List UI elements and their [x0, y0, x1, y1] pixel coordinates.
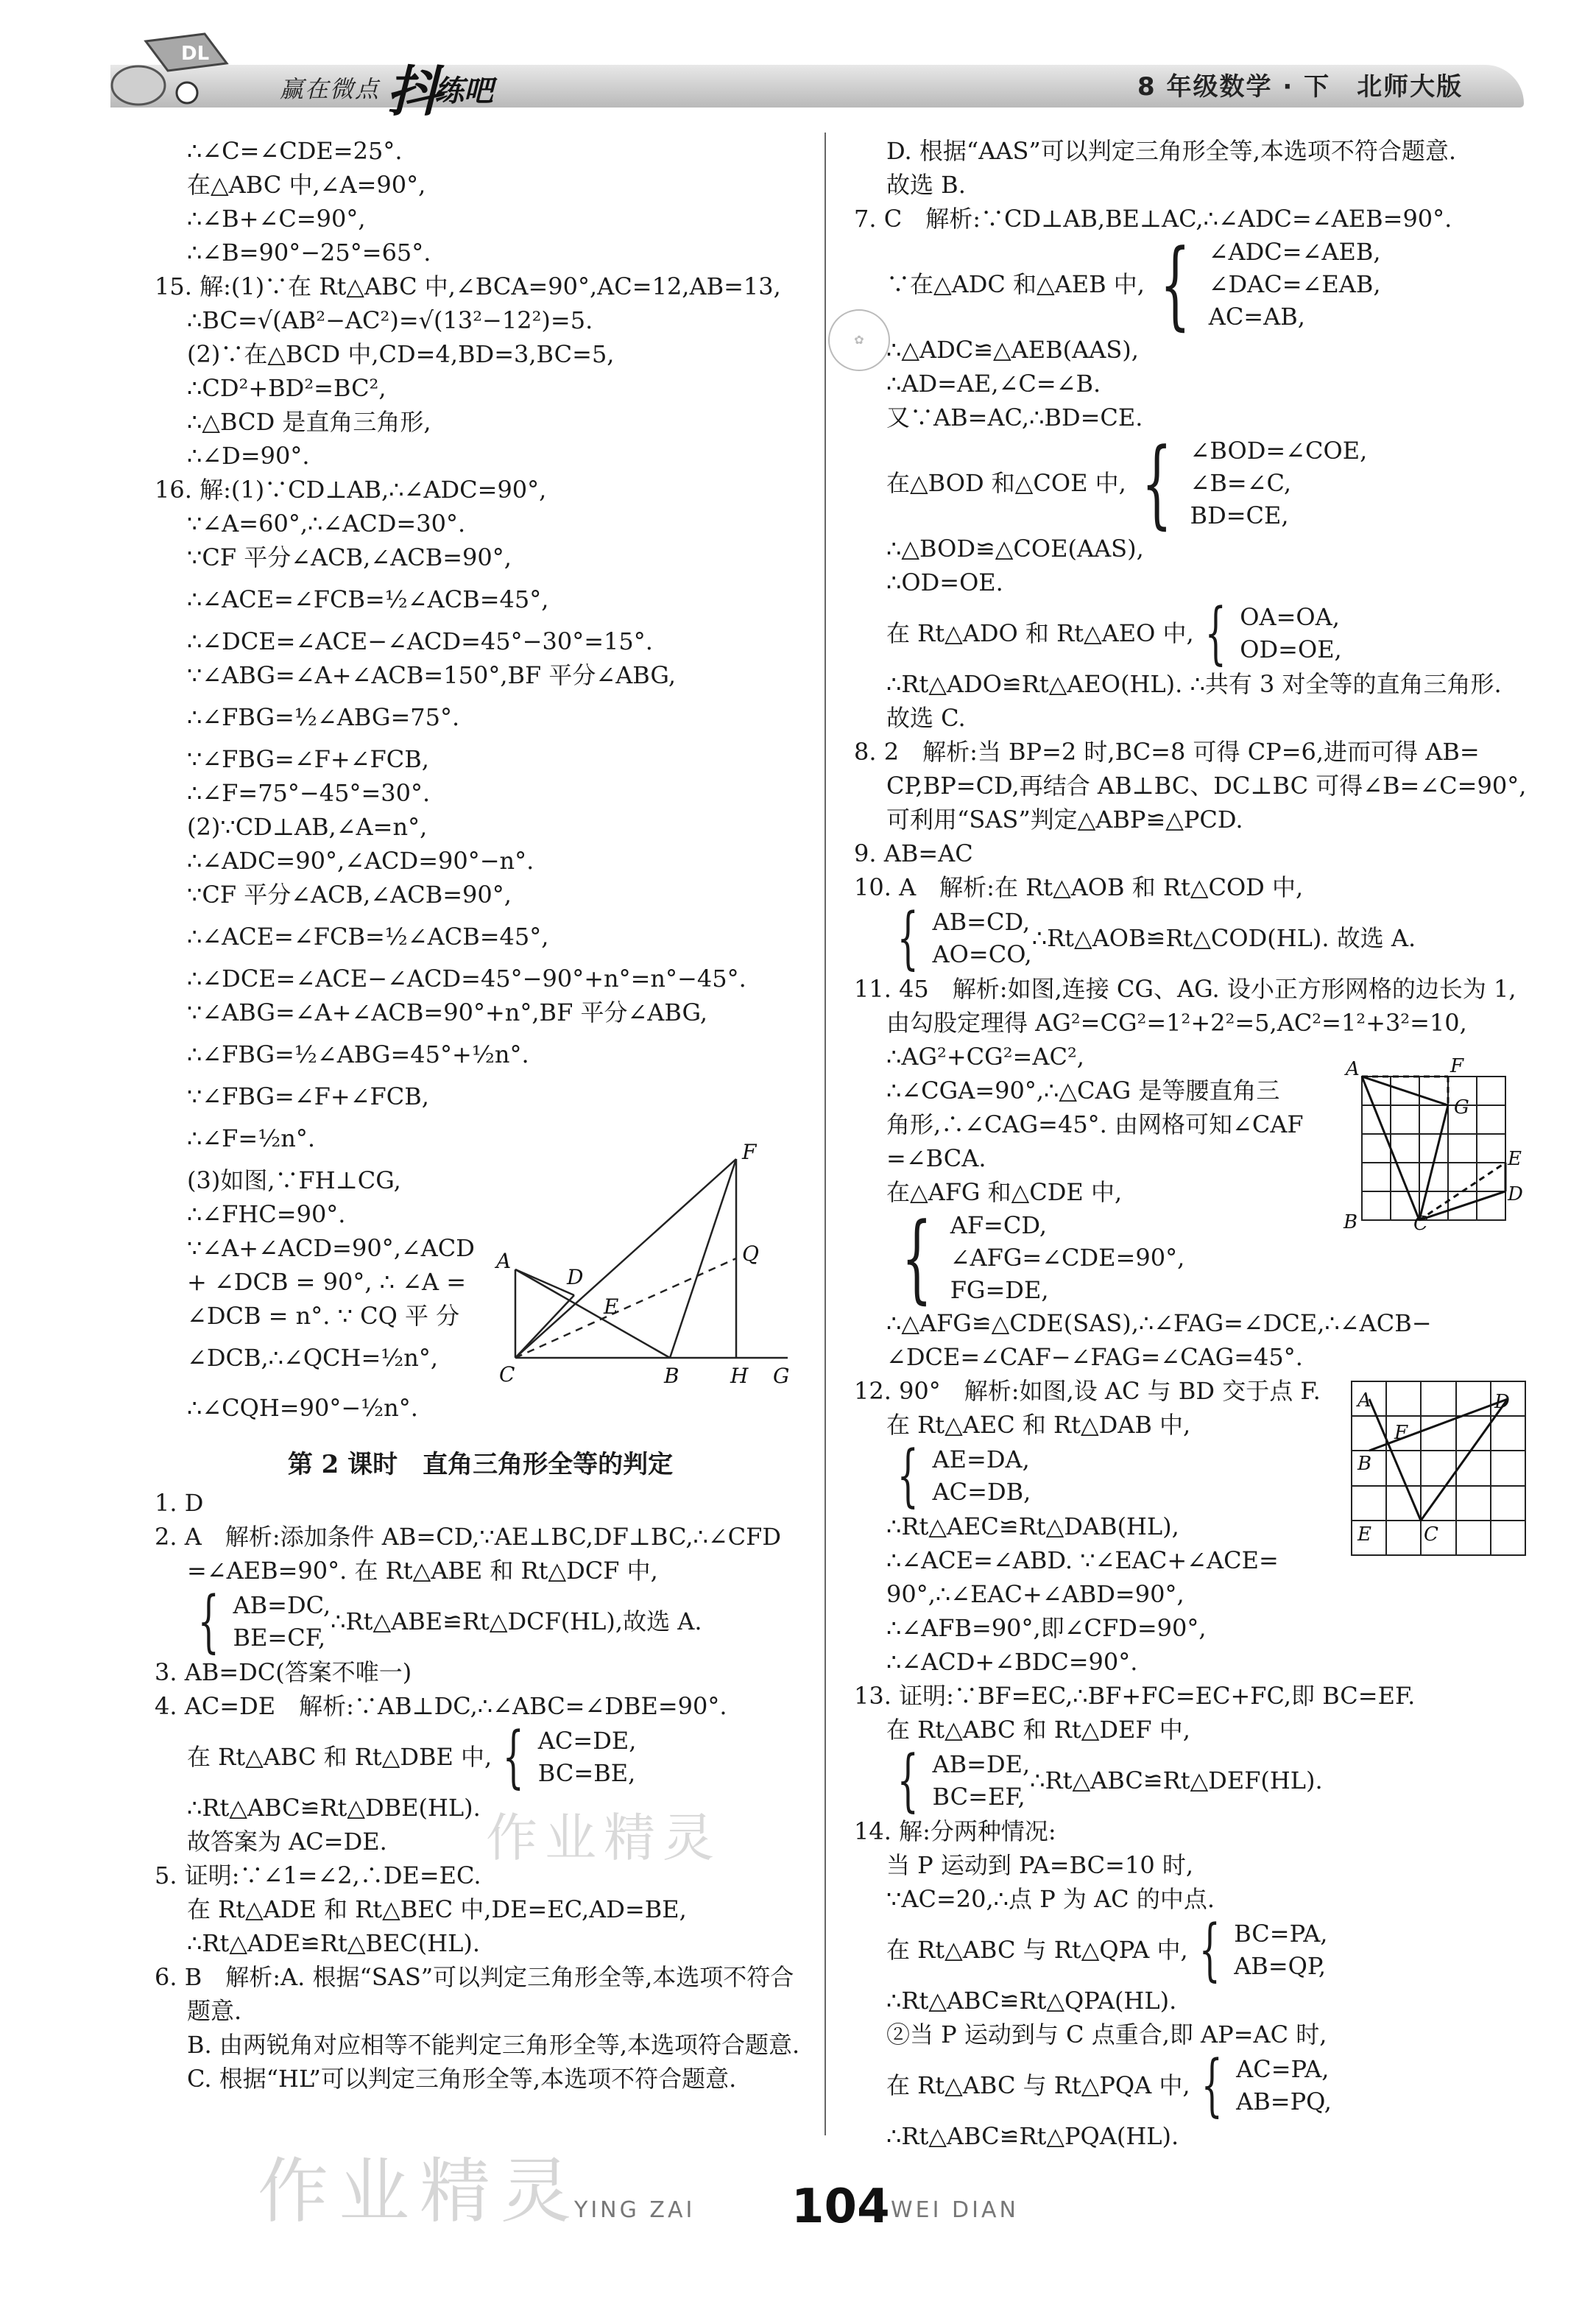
- text-line: BC=PA,: [1234, 1920, 1328, 1948]
- header-slogan: 赢在微点: [280, 75, 381, 103]
- figure-q16: [493, 1137, 802, 1395]
- text-line: ∴Rt△AEC≌Rt△DAB(HL),: [886, 1512, 1179, 1540]
- text-line: BD=CE,: [1190, 501, 1289, 529]
- text-line: ∴BC=√(AB²−AC²)=√(13²−12²)=5.: [187, 306, 593, 334]
- text-line: 故答案为 AC=DE.: [187, 1828, 387, 1856]
- text-line: ∠BOD=∠COE,: [1190, 437, 1368, 465]
- text-line: 13. 证明:∵BF=EC,∴BF+FC=EC+FC,即 BC=EF.: [854, 1682, 1416, 1710]
- text-line: 16. 解:(1)∵CD⊥AB,∴∠ADC=90°,: [155, 476, 547, 504]
- logo-text: DL: [181, 43, 210, 65]
- text-line: ∴AD=AE,∠C=∠B.: [886, 370, 1101, 398]
- brace-icon: {: [1204, 593, 1226, 672]
- fig16-label-D: D: [567, 1265, 584, 1289]
- fig16-label-G: G: [773, 1364, 790, 1388]
- text-line: 题意.: [187, 1997, 242, 2025]
- text-line: ∴∠F=75°−45°=30°.: [187, 779, 431, 807]
- text-line: ∴CD²+BD²=BC²,: [187, 374, 386, 402]
- text-line: ∠DCB = n°. ∵ CQ 平 分: [187, 1302, 460, 1330]
- brace-icon: {: [897, 898, 919, 977]
- fig11-label-C: C: [1413, 1213, 1428, 1235]
- footer-left-text: YING ZAI: [574, 2197, 696, 2223]
- q11-block: [854, 1040, 1531, 1314]
- text-line: AB=CD,: [932, 908, 1031, 936]
- text-line: ∠DCB,∴∠QCH=½n°,: [187, 1344, 439, 1372]
- fig16-label-Q: Q: [742, 1241, 759, 1266]
- stamp-icon: ✿: [828, 309, 890, 371]
- text-line: ∠DAC=∠EAB,: [1208, 270, 1381, 298]
- text-line: ∵在△ADC 和△AEB 中,: [886, 270, 1145, 298]
- text-line: 故选 B.: [886, 171, 966, 199]
- fig11-label-D: D: [1508, 1183, 1523, 1205]
- q12-block: [854, 1374, 1531, 1679]
- brace-icon: {: [897, 1436, 919, 1515]
- text-line: ∴∠C=∠CDE=25°.: [187, 137, 403, 165]
- fig11-label-G: G: [1454, 1096, 1469, 1118]
- text-line: ∴∠D=90°.: [187, 442, 310, 470]
- text-line: AB=DE,: [932, 1750, 1031, 1778]
- text-line: ∠AFG=∠CDE=90°,: [950, 1244, 1185, 1272]
- fig12-label-D: D: [1494, 1391, 1510, 1413]
- text-line: D. 根据“AAS”可以判定三角形全等,本选项不符合题意.: [886, 137, 1457, 165]
- text-line: 10. A 解析:在 Rt△AOB 和 Rt△COD 中,: [854, 873, 1304, 901]
- fig12-label-F: F: [1394, 1422, 1408, 1444]
- text-line: ∴△BOD≌△COE(AAS),: [886, 535, 1144, 563]
- text-line: 由勾股定理得 AG²=CG²=1²+2²=5,AC²=1²+3²=10,: [886, 1009, 1467, 1037]
- brace-icon: {: [901, 1202, 933, 1314]
- text-line: AE=DA,: [932, 1445, 1030, 1473]
- page-footer: [0, 2180, 1596, 2238]
- text-line: 在 Rt△ABC 与 Rt△PQA 中,: [886, 2071, 1190, 2099]
- text-line: ∵AC=20,∴点 P 为 AC 的中点.: [886, 1885, 1215, 1913]
- text-line: ∴∠B+∠C=90°,: [187, 205, 366, 233]
- brace-icon: {: [1141, 427, 1172, 539]
- text-line: ∴∠FBG=½∠ABG=45°+½n°.: [187, 1040, 529, 1068]
- text-line: 在 Rt△AEC 和 Rt△DAB 中,: [886, 1411, 1191, 1439]
- text-line: 9. AB=AC: [854, 839, 973, 867]
- text-line: ∵∠ABG=∠A+∠ACB=90°+n°,BF 平分∠ABG,: [187, 998, 708, 1026]
- text-line: ∴∠FBG=½∠ABG=75°.: [187, 703, 460, 731]
- figure-q12: [1347, 1377, 1531, 1561]
- text-line: (3)如图,∵FH⊥CG,: [187, 1166, 401, 1194]
- text-line: ∴△ADC≌△AEB(AAS),: [886, 336, 1139, 364]
- text-line: ∴Rt△AOB≌Rt△COD(HL). 故选 A.: [1031, 924, 1416, 952]
- text-line: FG=DE,: [950, 1276, 1049, 1304]
- text-line: AB=QP,: [1234, 1952, 1327, 1980]
- brace-system: [854, 2046, 1531, 2124]
- brace-icon: {: [197, 1582, 219, 1660]
- text-line: ∵∠ABG=∠A+∠ACB=150°,BF 平分∠ABG,: [187, 661, 677, 689]
- fig11-label-F: F: [1450, 1055, 1464, 1077]
- text-line: 14. 解:分两种情况:: [854, 1817, 1056, 1845]
- text-line: ∴Rt△ADO≌Rt△AEO(HL). ∴共有 3 对全等的直角三角形.: [886, 670, 1502, 698]
- text-line: 在△ABC 中,∠A=90°,: [187, 171, 426, 199]
- page-number: 104: [791, 2180, 890, 2234]
- text-line: 又∵AB=AC,∴BD=CE.: [886, 404, 1143, 431]
- text-line: AC=DE,: [537, 1727, 637, 1755]
- text-line: AB=DC,: [233, 1591, 331, 1619]
- text-line: 3. AB=DC(答案不唯一): [155, 1658, 412, 1686]
- text-line: AB=PQ,: [1236, 2088, 1332, 2115]
- fig11-label-E: E: [1508, 1148, 1522, 1170]
- text-line: B. 由两锐角对应相等不能判定三角形全等,本选项符合题意.: [187, 2031, 800, 2059]
- text-line: ∵∠A=60°,∴∠ACD=30°.: [187, 510, 466, 538]
- brace-icon: {: [1198, 1910, 1221, 1989]
- text-line: AF=CD,: [950, 1211, 1048, 1239]
- text-line: CP,BP=CD,再结合 AB⊥BC、DC⊥BC 可得∠B=∠C=90°,: [886, 772, 1527, 800]
- text-line: 5. 证明:∵∠1=∠2,∴DE=EC.: [155, 1861, 481, 1889]
- fig16-label-H: H: [730, 1364, 749, 1388]
- text-line: ∴∠FHC=90°.: [187, 1200, 346, 1228]
- text-line: ∴∠CGA=90°,∴△CAG 是等腰直角三: [886, 1077, 1280, 1105]
- text-line: BE=CF,: [233, 1624, 326, 1652]
- text-line: ∴∠ACD+∠BDC=90°.: [886, 1648, 1138, 1676]
- brace-system: [854, 228, 1531, 340]
- text-line: 在 Rt△ADO 和 Rt△AEO 中,: [886, 619, 1194, 647]
- fig12-label-C: C: [1424, 1523, 1438, 1546]
- text-line: 11. 45 解析:如图,连接 CG、AG. 设小正方形网格的边长为 1,: [854, 975, 1516, 1003]
- brace-system: [854, 593, 1531, 672]
- text-line: ∴Rt△ABC≌Rt△DBE(HL).: [187, 1794, 481, 1822]
- text-line: ∴Rt△ABC≌Rt△DEF(HL).: [1030, 1766, 1323, 1794]
- right-column: [854, 134, 1531, 2153]
- brace-system: [854, 898, 1531, 977]
- figure-q11: [1340, 1054, 1523, 1235]
- fig12-label-E: E: [1357, 1523, 1371, 1546]
- text-line: 2. A 解析:添加条件 AB=CD,∵AE⊥BC,DF⊥BC,∴∠CFD: [155, 1523, 782, 1551]
- text-line: ∴∠ACE=∠FCB=½∠ACB=45°,: [187, 585, 549, 613]
- text-line: (2)∵在△BCD 中,CD=4,BD=3,BC=5,: [187, 340, 615, 368]
- header-brand: 抖: [386, 60, 441, 124]
- text-line: ∵∠FBG=∠F+∠FCB,: [187, 745, 429, 773]
- text-line: ∴OD=OE.: [886, 568, 1003, 596]
- text-line: 故选 C.: [886, 704, 966, 732]
- header-book-info: 8 年级数学 · 下 北师大版: [1137, 72, 1463, 102]
- watermark: 作业精灵: [486, 1808, 721, 1868]
- text-line: (2)∵CD⊥AB,∠A=n°,: [187, 813, 428, 841]
- brace-icon: {: [897, 1741, 919, 1819]
- text-line: 90°,∴∠EAC+∠ABD=90°,: [886, 1580, 1184, 1608]
- text-line: ∵CF 平分∠ACB,∠ACB=90°,: [187, 881, 512, 909]
- text-line: 当 P 运动到 PA=BC=10 时,: [886, 1851, 1194, 1879]
- text-line: ∠ADC=∠AEB,: [1208, 238, 1381, 266]
- text-line: ∠B=∠C,: [1190, 469, 1292, 497]
- fig12-label-A: A: [1357, 1389, 1371, 1412]
- text-line: 6. B 解析:A. 根据“SAS”可以判定三角形全等,本选项不符合: [155, 1963, 794, 1991]
- text-line: ∴△BCD 是直角三角形,: [187, 408, 431, 436]
- text-line: 15. 解:(1)∵在 Rt△ABC 中,∠BCA=90°,AC=12,AB=13,: [155, 272, 781, 300]
- brand-logo-icon: [94, 27, 241, 115]
- text-line: ②当 P 运动到与 C 点重合,即 AP=AC 时,: [886, 2021, 1327, 2048]
- fig16-label-C: C: [499, 1362, 515, 1387]
- text-line: ∴Rt△ABC≌Rt△QPA(HL).: [886, 1987, 1177, 2015]
- text-line: ∴△AFG≌△CDE(SAS),∴∠FAG=∠DCE,∴∠ACB−: [886, 1309, 1432, 1337]
- text-line: ∵∠FBG=∠F+∠FCB,: [187, 1082, 429, 1110]
- q16-part3-block: [155, 1140, 806, 1443]
- text-line: + ∠DCB = 90°, ∴ ∠A =: [187, 1268, 467, 1296]
- text-line: 8. 2 解析:当 BP=2 时,BC=8 可得 CP=6,进而可得 AB=: [854, 738, 1480, 766]
- text-line: ∵CF 平分∠ACB,∠ACB=90°,: [187, 543, 512, 571]
- text-line: 1. D: [155, 1489, 204, 1517]
- text-line: OD=OE,: [1240, 635, 1342, 663]
- text-line: ∴Rt△ADE≌Rt△BEC(HL).: [187, 1929, 481, 1957]
- text-line: 7. C 解析:∵CD⊥AB,BE⊥AC,∴∠ADC=∠AEB=90°.: [854, 205, 1452, 233]
- text-line: 在△AFG 和△CDE 中,: [886, 1178, 1123, 1206]
- brace-icon: {: [1159, 228, 1191, 340]
- footer-right-text: WEI DIAN: [891, 2197, 1019, 2223]
- text-line: ∴∠CQH=90°−½n°.: [187, 1394, 418, 1422]
- text-line: AO=CO,: [932, 940, 1032, 968]
- text-line: ∴∠DCE=∠ACE−∠ACD=45°−90°+n°=n°−45°.: [187, 965, 746, 993]
- column-divider: [825, 133, 826, 2135]
- text-line: ∴AG²+CG²=AC²,: [886, 1043, 1084, 1071]
- watermark: 作业精灵: [258, 2150, 582, 2233]
- text-line: 在 Rt△ABC 与 Rt△QPA 中,: [886, 1936, 1188, 1964]
- text-line: AC=PA,: [1236, 2055, 1330, 2083]
- text-line: ∴∠ACE=∠ABD. ∵∠EAC+∠ACE=: [886, 1546, 1279, 1574]
- text-line: C. 根据“HL”可以判定三角形全等,本选项不符合题意.: [187, 2065, 737, 2093]
- text-line: ∴∠ACE=∠FCB=½∠ACB=45°,: [187, 923, 549, 951]
- text-line: ∴∠ADC=90°,∠ACD=90°−n°.: [187, 847, 534, 875]
- text-line: ∴∠DCE=∠ACE−∠ACD=45°−30°=15°.: [187, 627, 653, 655]
- text-line: ∠DCE=∠CAF−∠FAG=∠CAG=45°.: [886, 1343, 1303, 1371]
- text-line: BC=EF,: [932, 1783, 1025, 1811]
- fig12-label-B: B: [1357, 1453, 1372, 1475]
- page-header: [0, 0, 1596, 147]
- brace-icon: {: [1201, 2046, 1223, 2124]
- text-line: =∠BCA.: [886, 1144, 986, 1172]
- header-brand-suffix: 练吧: [434, 74, 493, 108]
- text-line: BC=BE,: [537, 1759, 636, 1787]
- text-line: 在 Rt△ABC 和 Rt△DBE 中,: [187, 1743, 492, 1771]
- fig11-label-A: A: [1346, 1058, 1360, 1080]
- fig16-label-B: B: [664, 1364, 679, 1388]
- brace-system: [854, 427, 1531, 539]
- brace-icon: {: [502, 1717, 525, 1796]
- text-line: AC=AB,: [1208, 303, 1305, 331]
- text-line: 可利用“SAS”判定△ABP≌△PCD.: [886, 806, 1243, 834]
- text-line: 4. AC=DE 解析:∵AB⊥DC,∴∠ABC=∠DBE=90°.: [155, 1692, 727, 1720]
- fig11-label-B: B: [1343, 1211, 1358, 1233]
- text-line: ∴∠AFB=90°,即∠CFD=90°,: [886, 1614, 1207, 1642]
- brace-system: [854, 1741, 1531, 1819]
- fig16-label-F: F: [742, 1140, 757, 1164]
- text-line: 在 Rt△ADE 和 Rt△BEC 中,DE=EC,AD=BE,: [187, 1895, 687, 1923]
- text-line: AC=DB,: [932, 1478, 1031, 1506]
- text-line: 12. 90° 解析:如图,设 AC 与 BD 交于点 F.: [854, 1377, 1321, 1405]
- fig16-label-E: E: [604, 1294, 619, 1319]
- text-line: ∴∠F=½n°.: [187, 1124, 315, 1152]
- section-title: 第 2 课时 直角三角形全等的判定: [287, 1450, 674, 1479]
- text-line: ∴Rt△ABC≌Rt△PQA(HL).: [886, 2122, 1179, 2150]
- text-line: ∴Rt△ABE≌Rt△DCF(HL),故选 A.: [331, 1607, 702, 1635]
- brace-system: [155, 1582, 806, 1660]
- text-line: 在 Rt△ABC 和 Rt△DEF 中,: [886, 1716, 1190, 1744]
- text-line: =∠AEB=90°. 在 Rt△ABE 和 Rt△DCF 中,: [187, 1557, 658, 1585]
- brace-system: [854, 1910, 1531, 1989]
- text-line: 在△BOD 和△COE 中,: [886, 469, 1126, 497]
- text-line: OA=OA,: [1240, 603, 1340, 631]
- brace-system: [155, 1717, 806, 1796]
- text-line: ∵∠A+∠ACD=90°,∠ACD: [187, 1234, 475, 1262]
- text-line: 角形,∴∠CAG=45°. 由网格可知∠CAF: [886, 1110, 1304, 1138]
- text-line: ∴∠B=90°−25°=65°.: [187, 239, 431, 267]
- fig16-label-A: A: [496, 1249, 512, 1273]
